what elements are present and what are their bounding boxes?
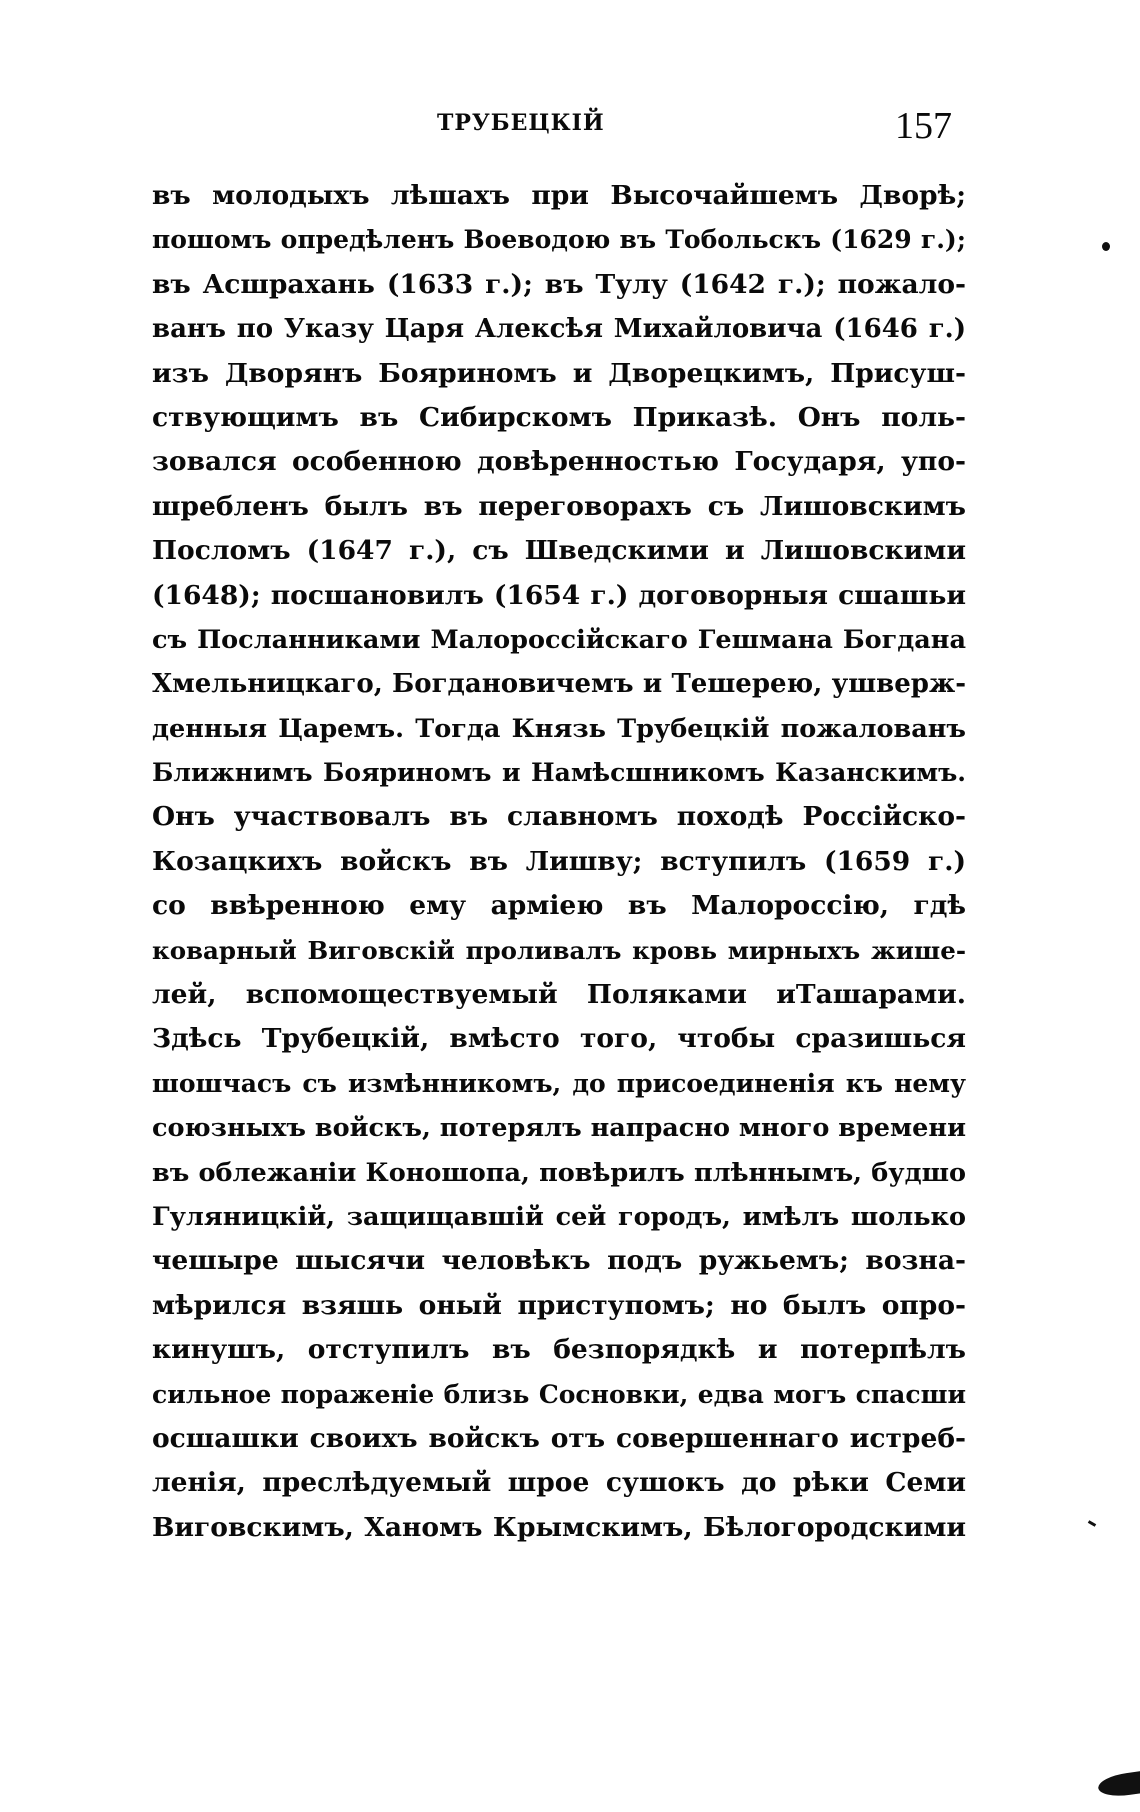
text-line: ленія, преслѣдуемый шрое сушокъ до рѣки Семи: [152, 1467, 966, 1499]
ink-speck: [1102, 242, 1110, 251]
text-line: Гуляницкій, защищавшій сей городъ, имѣлъ шолько: [152, 1201, 966, 1232]
text-line: мѣрился взяшь оный приступомъ; но былъ опро-: [152, 1289, 966, 1321]
text-line: въ Асшрахань (1633 г.); въ Тулу (1642 г.); пожало-: [152, 268, 966, 300]
text-line: коварный Виговскій проливалъ кровь мирныхъ жише-: [152, 935, 966, 965]
text-line: (1648); посшановилъ (1654 г.) договорныя сшашьи: [152, 579, 966, 611]
text-line: съ Посланниками Малороссійскаго Гешмана Богдана: [152, 624, 966, 655]
text-line: Хмельницкаго, Богдановичемъ и Тешерею, ушверж-: [152, 669, 966, 700]
text-line: шребленъ былъ въ переговорахъ съ Лишовскимъ: [152, 490, 966, 522]
text-line: въ молодыхъ лѣшахъ при Высочайшемъ Дворѣ;: [152, 180, 966, 211]
text-line: Ближнимъ Бояриномъ и Намѣсшникомъ Казанскимъ.: [152, 758, 966, 788]
text-line: со ввѣренною ему арміею въ Малороссію, гдѣ: [152, 890, 966, 922]
text-line: Посломъ (1647 г.), съ Шведскими и Лишовскими: [152, 535, 966, 567]
body-text: [152, 174, 966, 1550]
text-line: чешыре шысячи человѣкъ подъ ружьемъ; возна-: [152, 1245, 966, 1277]
text-line: лей, вспомоществуемый Поляками иТашарами.: [152, 979, 966, 1011]
text-line: зовался особенною довѣренностью Государя, упо-: [152, 446, 966, 478]
text-line: союзныхъ войскъ, потерялъ напрасно много времени: [152, 1113, 966, 1144]
scan-edge-blot: [1097, 1769, 1140, 1799]
text-line: Козацкихъ войскъ въ Лишву; вступилъ (1659 г.): [152, 845, 966, 877]
text-line: шошчасъ съ измѣнникомъ, до присоединенія къ нему: [152, 1068, 966, 1098]
text-line: Онъ участвовалъ въ славномъ походѣ Россійско-: [152, 801, 966, 833]
text-line: пошомъ опредѣленъ Воеводою въ Тобольскъ (1629 г.);: [152, 225, 966, 255]
running-head: ТРУБЕЦКІЙ: [437, 110, 605, 136]
text-line: изъ Дворянъ Бояриномъ и Дворецкимъ, Присуш-: [152, 357, 966, 389]
text-line: денныя Царемъ. Тогда Князь Трубецкій пожалованъ: [152, 713, 966, 744]
text-line: ванъ по Указу Царя Алексѣя Михайловича (1646 г.): [152, 314, 966, 345]
text-line: ствующимъ въ Сибирскомъ Приказѣ. Онъ поль-: [152, 401, 966, 433]
text-line: Здѣсь Трубецкій, вмѣсто того, чтобы сразишься: [152, 1023, 966, 1055]
ink-speck: [1088, 1520, 1096, 1527]
page-number: 157: [895, 105, 952, 147]
text-line: въ облежаніи Коношопа, повѣрилъ плѣннымъ, будшо: [152, 1157, 966, 1188]
text-line: осшашки своихъ войскъ отъ совершеннаго истреб-: [152, 1422, 966, 1454]
text-line: сильное пораженіе близь Сосновки, едва могъ спасши: [152, 1379, 966, 1409]
text-line: кинушъ, отступилъ въ безпорядкѣ и потерпѣлъ: [152, 1334, 966, 1366]
text-line: Виговскимъ, Ханомъ Крымскимъ, Бѣлогородскими: [152, 1511, 966, 1543]
